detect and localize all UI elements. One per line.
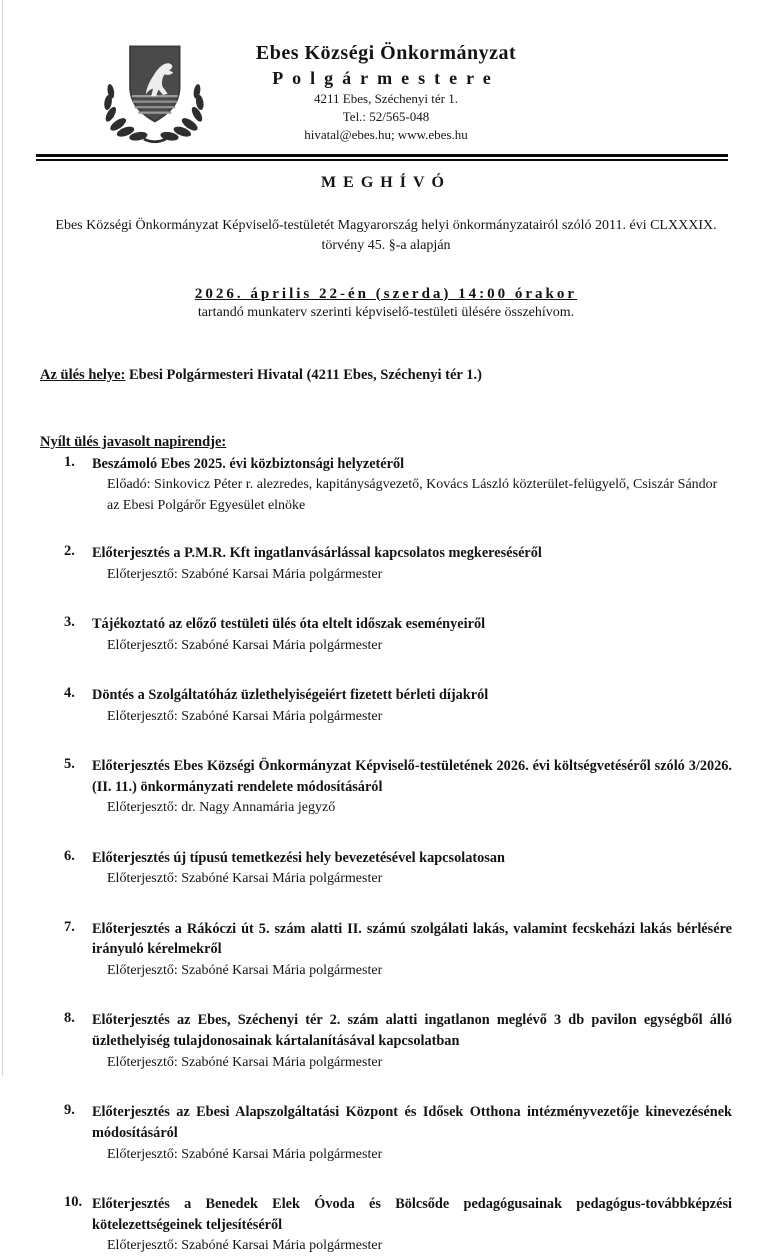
agenda-item-number: 9. <box>64 1102 75 1119</box>
agenda-item-number: 7. <box>64 918 75 935</box>
org-phone: Tel.: 52/565-048 <box>342 109 430 124</box>
agenda-item-number: 5. <box>64 755 75 772</box>
agenda-item-title: Előterjesztés az Ebesi Alapszolgáltatási Központ és Idősek Otthona intézményvezetője kinevezésének módosításáról <box>92 1104 732 1141</box>
agenda-item-presenter: Előterjesztő: dr. Nagy Annamária jegyző <box>107 800 336 816</box>
intro-paragraph: Ebes Községi Önkormányzat Képviselő-testületét Magyarország helyi önkormányzatairól szóló 2011. évi CLXXXIX. törvény 45. §-a alapján <box>55 218 717 254</box>
agenda-item-presenter: Előterjesztő: Szabóné Karsai Mária polgármester <box>107 871 383 887</box>
agenda-item-number: 10. <box>64 1193 83 1210</box>
agenda-item <box>64 685 732 727</box>
agenda-item-title: Előterjesztés a Rákóczi út 5. szám alatti II. számú szolgálati lakás, valamint fecskeházi lakás bérlésére irányuló kérelmekről <box>92 920 732 958</box>
agenda-item <box>64 1102 732 1165</box>
meeting-datetime: 2026. április 22-én (szerda) 14:00 órakor <box>194 285 578 302</box>
agenda-item-title: Döntés a Szolgáltatóház üzlethelyiségeiért fizetett bérleti díjakról <box>92 686 489 703</box>
location-value: Ebesi Polgármesteri Hivatal (4211 Ebes, Széchenyi tér 1.) <box>129 366 482 383</box>
agenda-item-title: Előterjesztés a P.M.R. Kft ingatlanvásárlással kapcsolatos megkereséséről <box>92 544 542 561</box>
agenda-item-number: 3. <box>64 613 75 630</box>
agenda-item <box>64 614 732 656</box>
agenda-item-presenter: Előterjesztő: Szabóné Karsai Mária polgármester <box>107 566 383 582</box>
header-double-rule <box>36 154 728 161</box>
agenda-item-presenter: Előterjesztő: Szabóné Karsai Mária polgármester <box>107 708 383 724</box>
agenda-list <box>40 454 732 1257</box>
agenda-item <box>64 756 732 819</box>
org-name: Ebes Községi Önkormányzat <box>255 42 517 64</box>
agenda-item <box>64 454 732 516</box>
org-role: Polgármestere <box>272 68 500 88</box>
agenda-item <box>64 919 732 982</box>
meeting-location <box>40 367 732 384</box>
agenda-item <box>64 848 732 890</box>
agenda-item <box>64 1010 732 1073</box>
location-label: Az ülés helye: <box>40 366 126 383</box>
agenda-heading: Nyílt ülés javasolt napirendje: <box>40 433 227 450</box>
agenda-item-number: 4. <box>64 684 75 701</box>
agenda-item-number: 2. <box>64 542 75 559</box>
agenda-item <box>64 543 732 585</box>
agenda-item-title: Beszámoló Ebes 2025. évi közbiztonsági helyzetéről <box>92 455 405 472</box>
agenda-item-number: 1. <box>64 453 75 470</box>
agenda-item-presenter: Előterjesztő: Szabóné Karsai Mária polgármester <box>107 637 383 653</box>
agenda-item <box>64 1194 732 1257</box>
agenda-item-title: Előterjesztés az Ebes, Széchenyi tér 2. szám alatti ingatlanon meglévő 3 db pavilon egységből álló üzlethelyiség tulajdonosainak kártalanításával kapcsolatban <box>92 1012 732 1050</box>
agenda-item-presenter: Előterjesztő: Szabóné Karsai Mária polgármester <box>107 1238 383 1254</box>
agenda-item-number: 8. <box>64 1010 75 1027</box>
agenda-item-number: 6. <box>64 847 75 864</box>
coat-of-arms-logo <box>98 40 208 150</box>
letterhead <box>40 40 732 152</box>
scan-artifact-line <box>2 0 3 1076</box>
document-title: MEGHÍVÓ <box>321 174 451 191</box>
agenda-item-presenter: Előadó: Sinkovicz Péter r. alezredes, kapitányságvezető, Kovács László közterület-felügyelő, Csiszár Sándor az Ebesi Polgárőr Egyesület elnöke <box>107 477 718 513</box>
agenda-item-title: Előterjesztés Ebes Községi Önkormányzat Képviselő-testületének 2026. évi költségvetéséről szóló 3/2026. (II. 11.) önkormányzati rendelete módosításáról <box>92 757 732 795</box>
agenda-item-title: Előterjesztés új típusú temetkezési hely bevezetésével kapcsolatosan <box>92 849 505 866</box>
agenda-item-presenter: Előterjesztő: Szabóné Karsai Mária polgármester <box>107 1054 383 1070</box>
agenda-item-presenter: Előterjesztő: Szabóné Karsai Mária polgármester <box>107 1146 383 1162</box>
org-contact: hivatal@ebes.hu; www.ebes.hu <box>304 127 468 142</box>
meeting-subtitle: tartandó munkaterv szerinti képviselő-testületi ülésére összehívom. <box>197 304 575 320</box>
agenda-item-title: Előterjesztés a Benedek Elek Óvoda és Bölcsőde pedagógusainak pedagógus-továbbképzési kötelezettségeinek teljesítéséről <box>92 1195 732 1233</box>
agenda-item-presenter: Előterjesztő: Szabóné Karsai Mária polgármester <box>107 963 383 979</box>
agenda-item-title: Tájékoztató az előző testületi ülés óta eltelt időszak eseményeiről <box>92 615 486 632</box>
org-address: 4211 Ebes, Széchenyi tér 1. <box>314 91 458 106</box>
